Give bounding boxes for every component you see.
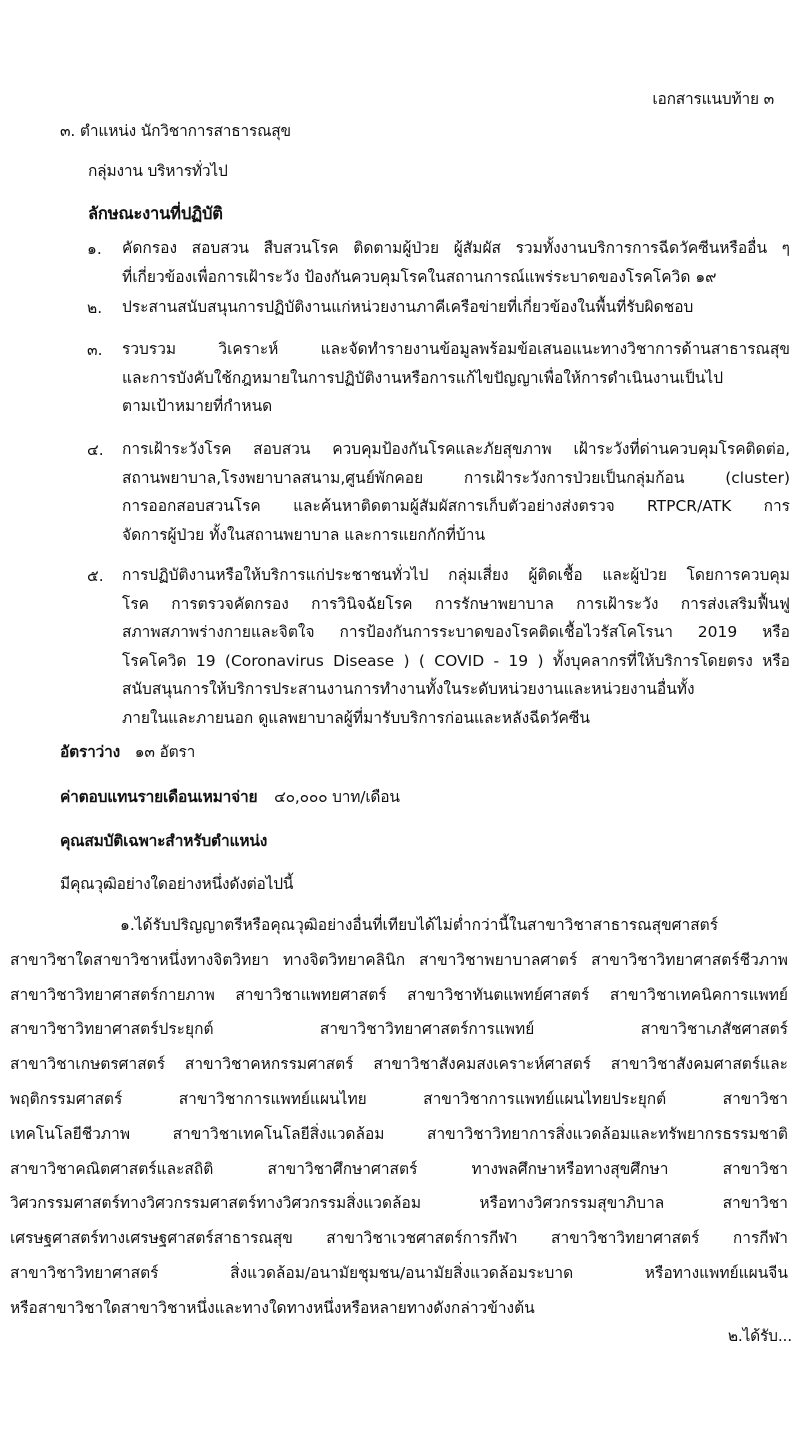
qualification-line: เศรษฐศาสตร์ทางเศรษฐศาสตร์สาธารณสุข สาขาวิชาเวชศาสตร์การกีฬา สาขาวิชาวิทยาศาสตร์ การกีฬา <box>10 1229 788 1248</box>
qualification-line: สาขาวิชาวิทยาศาสตร์กายภาพ สาขาวิชาแพทยศาสตร์ สาขาวิชาทันตแพทย์ศาสตร์ สาขาวิชาเทคนิคการแพทย์ <box>10 985 788 1004</box>
duty-number: ๑. <box>87 240 102 258</box>
vacancy-row <box>60 741 195 763</box>
duty-line: ตามเป้าหมายที่กำหนด <box>122 397 273 415</box>
qualification-line: สาขาวิชาวิทยาศาสตร์ สิ่งแวดล้อม/อนามัยชุมชน/อนามัยสิ่งแวดล้อมระบาด หรือทางแพทย์แผนจีน <box>10 1263 788 1282</box>
duty-number: ๒. <box>87 299 103 317</box>
qualification-paragraph <box>10 908 788 1326</box>
duty-line: คัดกรอง สอบสวน สืบสวนโรค ติดตามผู้ป่วย ผู้สัมผัส รวมทั้งงานบริการการฉีดวัคซีนหรืออื่น ๆ <box>122 239 790 257</box>
duty-number: ๕. <box>87 567 104 585</box>
duty-line: จัดการผู้ป่วย ทั้งในสถานพยาบาล และการแยกกักที่บ้าน <box>122 525 486 544</box>
work-group: กลุ่มงาน บริหารทั่วไป <box>88 162 228 180</box>
duty-line: สถานพยาบาล,โรงพยาบาลสนาม,ศูนย์พักคอย การเฝ้าระวังการป่วยเป็นกลุ่มก้อน (cluster) <box>122 468 790 487</box>
qualification-line: สาขาวิชาเกษตรศาสตร์ สาขาวิชาคหกรรมศาสตร์ สาขาวิชาสังคมสงเคราะห์ศาสตร์ สาขาวิชาสังคมศาสตร์และ <box>10 1055 788 1074</box>
duty-line: การปฏิบัติงานหรือให้บริการแก่ประชาชนทั่วไป กลุ่มเสี่ยง ผู้ติดเชื้อ และผู้ป่วย โดยการควบคุม <box>122 566 790 584</box>
salary-value: ๔๐,๐๐๐ บาท/เดือน <box>274 788 400 806</box>
duty-line: และการบังคับใช้กฎหมายในการปฏิบัติงานหรือการแก้ไขปัญญาเพื่อให้การดำเนินงานเป็นไป <box>122 368 724 387</box>
qualification-line: สาขาวิชาใดสาขาวิชาหนึ่งทางจิตวิทยา ทางจิตวิทยาคลินิก สาขาวิชาพยาบาลศาตร์ สาขาวิชาวิทยาศาสตร์ชีวภาพ <box>10 950 788 969</box>
salary-label: ค่าตอบแทนรายเดือนเหมาจ่าย <box>60 788 258 806</box>
duty-line: รวบรวม วิเคราะห์ และจัดทำรายงานข้อมูลพร้อมข้อเสนอแนะทางวิชาการด้านสาธารณสุข <box>122 340 790 358</box>
duty-number: ๓. <box>87 341 103 359</box>
continuation-marker: ๒.ได้รับ... <box>727 1327 792 1345</box>
salary-row <box>60 786 400 808</box>
qualification-line: สาขาวิชาคณิตศาสตร์และสถิติ สาขาวิชาศึกษาศาสตร์ ทางพลศึกษาหรือทางสุขศึกษา สาขาวิชา <box>10 1159 788 1178</box>
vacancy-value: ๑๓ อัตรา <box>134 743 196 761</box>
qualification-line: วิศวกรรมศาสตร์ทางวิศวกรรมศาสตร์ทางวิศวกรรมสิ่งแวดล้อม หรือทางวิศวกรรมสุขาภิบาล สาขาวิชา <box>10 1194 788 1213</box>
duty-line: การออกสอบสวนโรค และค้นหาติดตามผู้สัมผัสการเก็บตัวอย่างส่งตรวจ RTPCR/ATK การ <box>122 497 790 515</box>
qualification-line: พฤติกรรมศาสตร์ สาขาวิชาการแพทย์แผนไทย สาขาวิชาการแพทย์แผนไทยประยุกต์ สาขาวิชา <box>10 1089 788 1108</box>
duty-number: ๔. <box>87 441 104 459</box>
duty-line: สภาพสภาพร่างกายและจิตใจ การป้องกันการระบาดของโรคติดเชื้อไวรัสโคโรนา 2019 หรือ <box>122 623 790 641</box>
duty-line: โรค การตรวจคัดกรอง การวินิจฉัยโรค การรักษาพยาบาล การเฝ้าระวัง การส่งเสริมฟื้นฟู <box>122 594 790 613</box>
duty-line: ที่เกี่ยวข้องเพื่อการเฝ้าระวัง ป้องกันควบคุมโรคในสถานการณ์แพร่ระบาดของโรคโควิด ๑๙ <box>122 267 717 286</box>
duties-heading: ลักษณะงานที่ปฏิบัติ <box>88 204 223 223</box>
qualification-line: ๑.ได้รับปริญญาตรีหรือคุณวุฒิอย่างอื่นที่เทียบได้ไม่ต่ำกว่านี้ในสาขาวิชาสาธารณสุขศาสตร์ <box>120 916 719 934</box>
duty-text <box>122 561 790 732</box>
duty-line: การเฝ้าระวังโรค สอบสวน ควบคุมป้องกันโรคและภัยสุขภาพ เฝ้าระวังที่ด่านควบคุมโรคติดต่อ, <box>122 440 790 458</box>
duty-line: โรคโควิด 19 (Coronavirus Disease ) ( COVID - 19 ) ทั้งบุคลากรที่ให้บริการโดยตรง หรือ <box>122 651 790 670</box>
qualification-intro: มีคุณวุฒิอย่างใดอย่างหนึ่งดังต่อไปนี้ <box>60 875 294 893</box>
duty-line: ภายในและภายนอก ดูแลพยาบาลผู้ที่มารับบริการก่อนและหลังฉีดวัคซีน <box>122 708 590 727</box>
duty-text <box>122 435 790 549</box>
annex-label: เอกสารแนบท้าย ๓ <box>652 90 774 108</box>
duty-line: ประสานสนับสนุนการปฏิบัติงานแก่หน่วยงานภาคีเครือข่ายที่เกี่ยวข้องในพื้นที่รับผิดชอบ <box>122 298 694 316</box>
duty-text <box>122 293 790 322</box>
qualification-line: เทคโนโลยีชีวภาพ สาขาวิชาเทคโนโลยีสิ่งแวดล้อม สาขาวิชาวิทยาการสิ่งแวดล้อมและทรัพยากรธรรมชาติ <box>10 1124 788 1143</box>
section-title: ๓. ตำแหน่ง นักวิชาการสาธารณสุข <box>60 122 291 140</box>
qualification-line: หรือสาขาวิชาใดสาขาวิชาหนึ่งและทางใดทางหนึ่งหรือหลายทางดังกล่าวข้างต้น <box>10 1298 535 1317</box>
qualification-heading: คุณสมบัติเฉพาะสำหรับตำแหน่ง <box>60 832 268 850</box>
duty-line: สนับสนุนการให้บริการประสานงานการทำงานทั้งในระดับหน่วยงานและหน่วยงานอื่นทั้ง <box>122 680 695 698</box>
duty-text <box>122 234 790 291</box>
duty-text <box>122 335 790 421</box>
vacancy-label: อัตราว่าง <box>60 743 120 761</box>
qualification-line: สาขาวิชาวิทยาศาสตร์ประยุกต์ สาขาวิชาวิทยาศาสตร์การแพทย์ สาขาวิชาเภสัชศาสตร์ <box>10 1020 788 1039</box>
